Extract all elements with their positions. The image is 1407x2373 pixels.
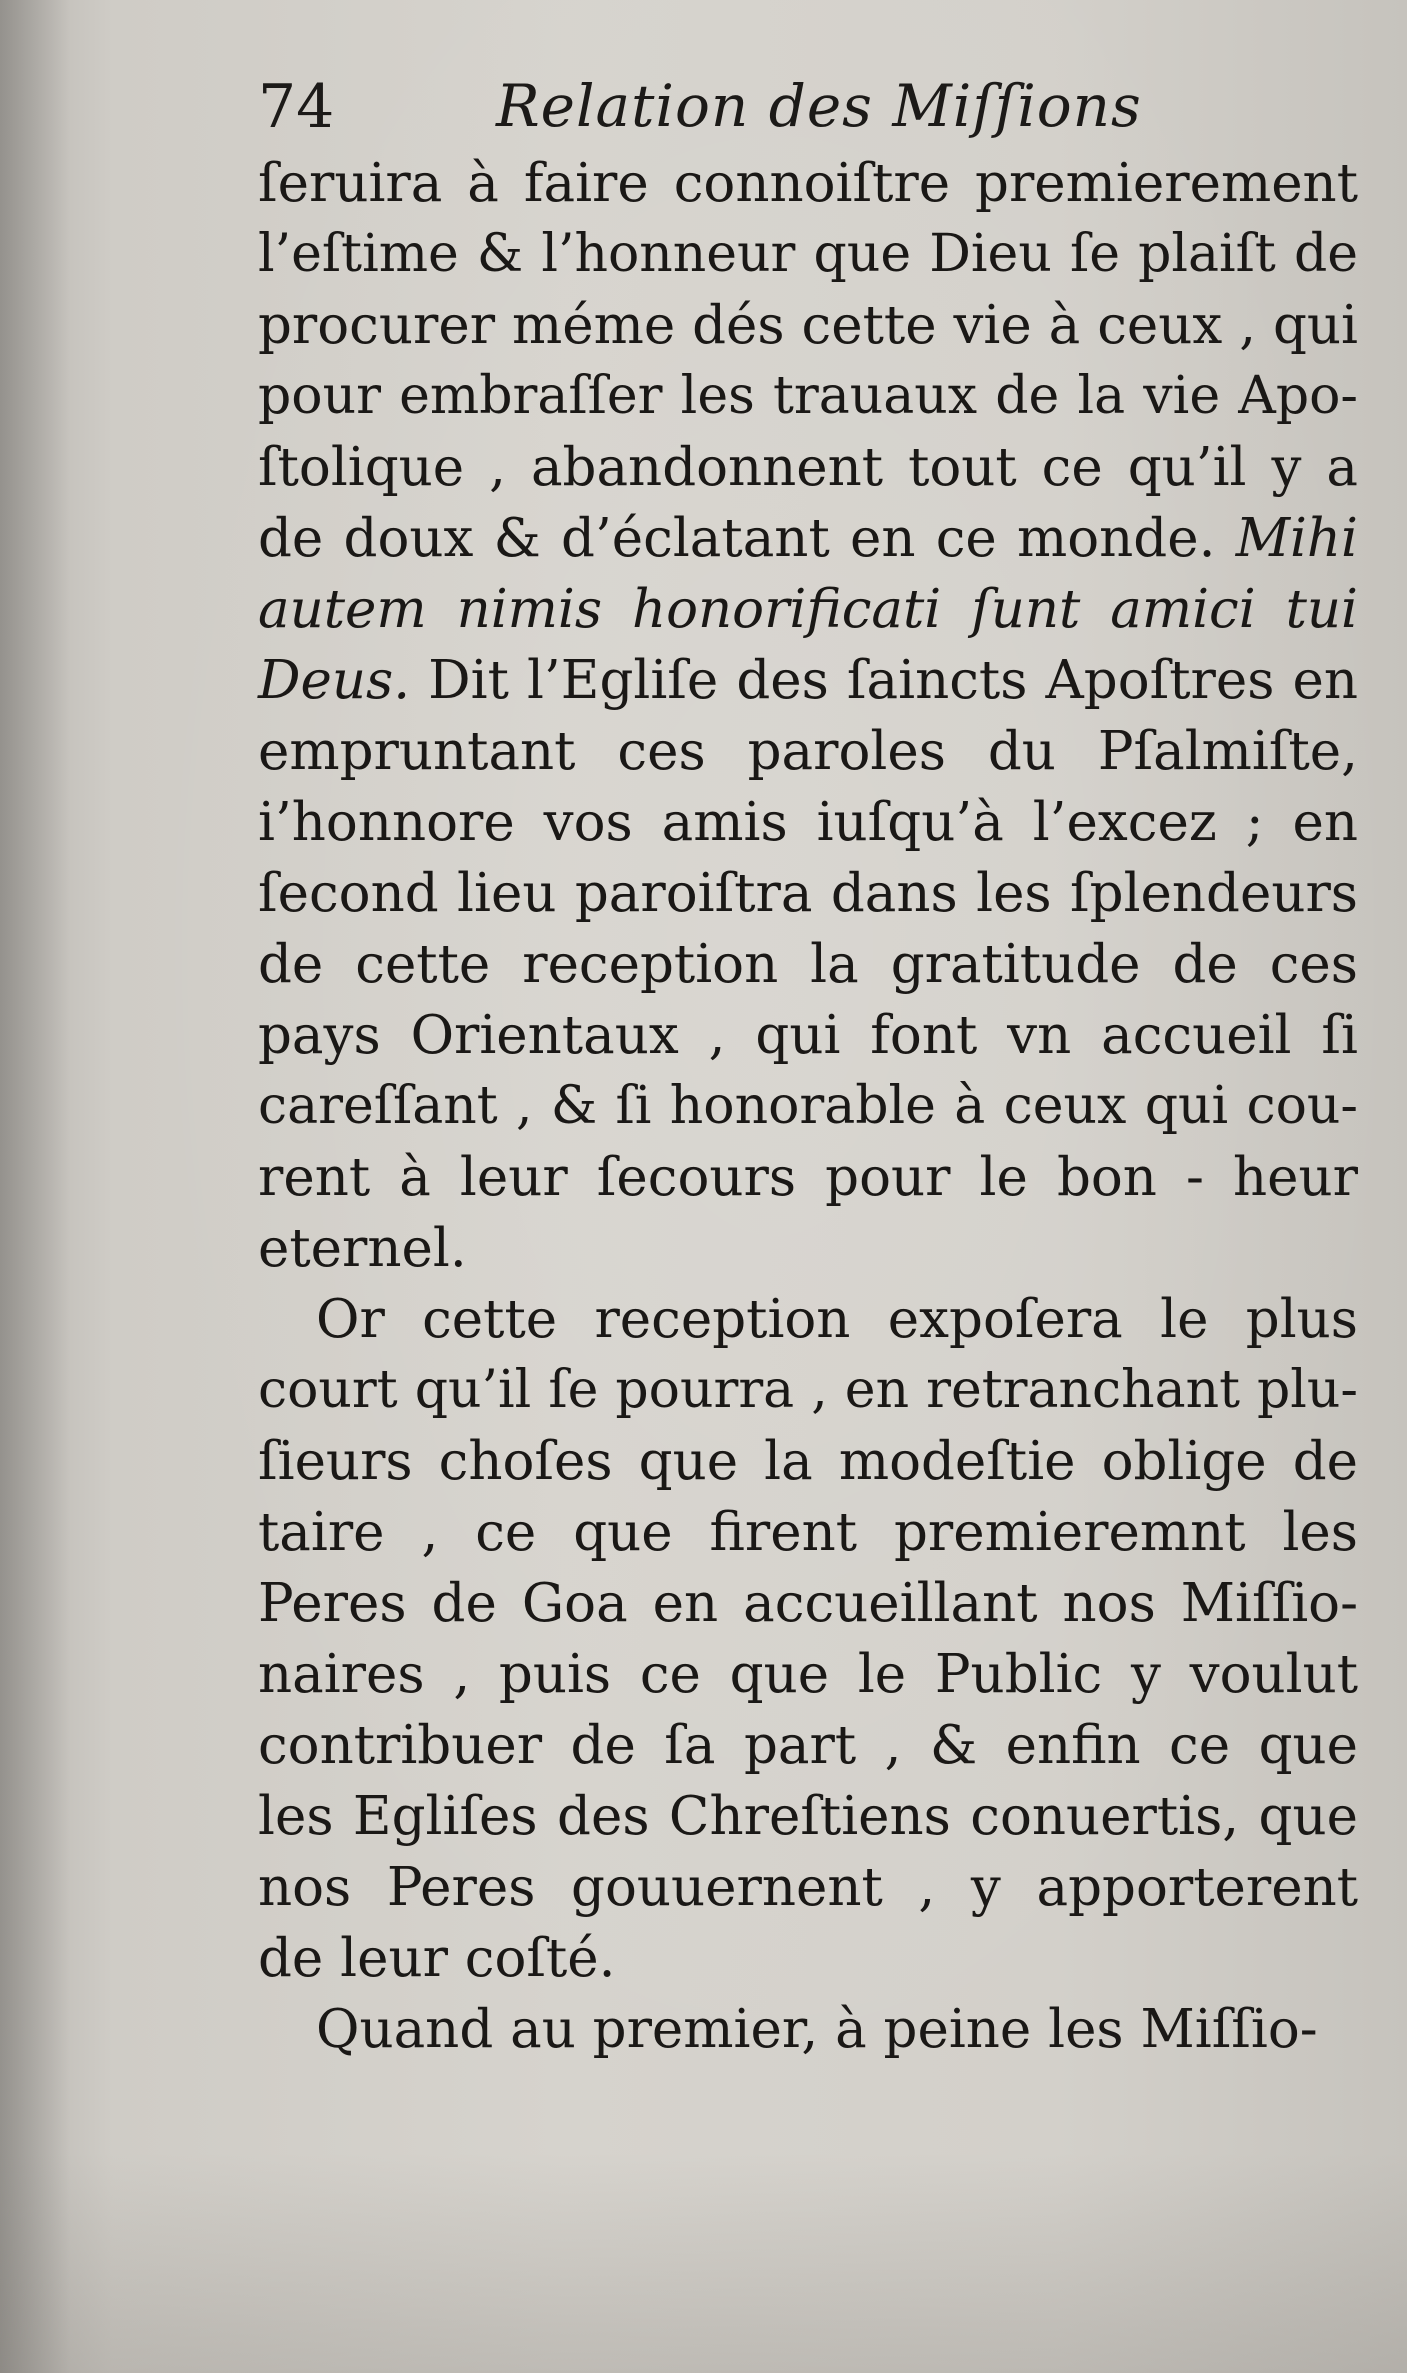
running-head <box>258 72 1358 152</box>
text-line: careſſant , & ſi honorable à ceux qui cou- <box>258 1076 1358 1136</box>
text-line: de cette reception la gratitude de ces <box>258 934 1358 995</box>
text-line: naires , puis ce que le Public y voulut <box>258 1644 1358 1705</box>
running-title: Relation des Miſſions <box>496 72 1142 140</box>
page-number: 74 <box>258 72 335 142</box>
text-line: ſieurs choſes que la modeſtie oblige de <box>258 1431 1358 1492</box>
text-line: les Egliſes des Chreſtiens conuertis, que <box>258 1786 1358 1847</box>
text-line: Quand au premier, à peine les Miſſio- <box>316 1999 1318 2060</box>
latin-quote-start: Mihi <box>1235 508 1358 569</box>
text-segment: de doux & d’éclatant en ce monde. <box>258 508 1216 569</box>
text-line: i’honnore vos amis iuſqu’à l’excez ; en <box>258 792 1358 853</box>
text-line: l’eſtime & l’honneur que Dieu ſe plaiſt de <box>258 224 1358 284</box>
text-line: ſtolique , abandonnent tout ce qu’il y a <box>258 437 1358 498</box>
latin-quote-end: Deus. <box>258 650 411 711</box>
text-line: ſeruira à faire connoiſtre premierement <box>258 153 1358 214</box>
text-line: de leur coſté. <box>258 1928 616 1989</box>
text-line <box>258 503 1358 574</box>
text-line: empruntant ces paroles du Pſalmiſte, <box>258 721 1358 782</box>
paragraph-3 <box>258 1994 1358 2065</box>
paragraph-1 <box>258 148 1358 1284</box>
text-line: ſecond lieu paroiſtra dans les ſplendeurs <box>258 863 1358 924</box>
text-line: pays Orientaux , qui font vn accueil ſi <box>258 1005 1358 1066</box>
text-line: court qu’il ſe pourra , en retranchant plu- <box>258 1360 1358 1420</box>
text-line: pour embraſſer les trauaux de la vie Apo- <box>258 366 1358 426</box>
text-line: procurer méme dés cette vie à ceux , qui <box>258 295 1358 356</box>
text-line <box>258 645 1358 716</box>
text-line: contribuer de ſa part , & enfin ce que <box>258 1715 1358 1776</box>
body-text <box>258 148 1358 2065</box>
text-segment: Dit l’Egliſe des ſaincts Apoſtres en <box>428 650 1358 711</box>
text-line: Peres de Goa en accueillant nos Miſſio- <box>258 1573 1358 1634</box>
text-line: eternel. <box>258 1218 467 1279</box>
text-line: Or cette reception expoſera le plus <box>316 1289 1358 1350</box>
text-line: taire , ce que firent premieremnt les <box>258 1502 1358 1563</box>
text-line: nos Peres gouuernent , y apporterent <box>258 1857 1358 1918</box>
latin-quote-line: autem nimis honorificati ſunt amici tui <box>258 579 1358 640</box>
paragraph-2 <box>258 1284 1358 1994</box>
text-line: rent à leur ſecours pour le bon - heur <box>258 1147 1358 1208</box>
